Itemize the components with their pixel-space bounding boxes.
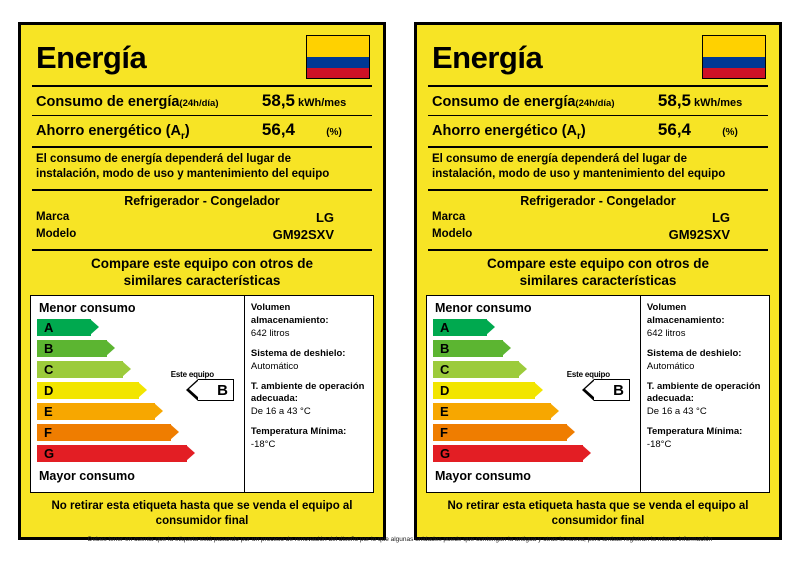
class-letter-g: G <box>44 446 55 462</box>
selected-class-caption: Este equipo <box>566 370 610 380</box>
flag-stripe-red <box>703 68 765 79</box>
consumption-unit: kWh/mes <box>298 97 347 109</box>
class-letter-a: A <box>440 320 450 336</box>
card-header <box>30 33 374 83</box>
usage-note-line1: El consumo de energía dependerá del lugar de <box>432 152 687 165</box>
class-bar-g <box>433 445 583 462</box>
model-row <box>36 227 368 244</box>
selected-class-box <box>198 379 234 401</box>
brand-block <box>426 210 770 247</box>
class-letter-d: D <box>440 383 450 399</box>
class-arrow-e <box>154 403 163 419</box>
scale-top-label: Menor consumo <box>435 301 532 316</box>
class-arrow-c <box>122 361 131 377</box>
spec-title: T. ambiente de operación adecuada: <box>646 380 761 405</box>
spec-defrost <box>251 348 368 374</box>
selected-class-letter: B <box>217 381 228 399</box>
saving-value: 56,4 <box>657 120 691 139</box>
class-bar-e <box>37 403 155 420</box>
specs-panel <box>640 296 769 492</box>
class-bar-f <box>433 424 567 441</box>
class-arrow-b <box>502 340 511 356</box>
model-label: Modelo <box>432 227 473 240</box>
model-label: Modelo <box>36 227 77 240</box>
usage-note <box>426 148 770 187</box>
spec-value: De 16 a 43 °C <box>250 406 311 418</box>
class-bar-c <box>37 361 123 378</box>
class-bar-row <box>433 423 636 442</box>
class-arrow-a <box>486 319 495 335</box>
class-bar-row <box>433 339 636 358</box>
class-bar-c <box>433 361 519 378</box>
brand-label: Marca <box>432 210 466 223</box>
saving-label-sub: r <box>181 130 185 142</box>
selected-class-caption: Este equipo <box>170 370 214 380</box>
scale-bottom-label: Mayor consumo <box>435 469 531 484</box>
brand-row <box>36 210 368 227</box>
footer-line2: consumidor final <box>155 515 249 528</box>
consumption-value: 58,5 <box>261 91 295 110</box>
disclaimer-text: Debes tener en cuenta que la etiqueta está pasando por un proceso de renovación del diseño por lo que algunas unidades puede que contengan la antigua y otras la nueva, pero ambas registran la misma información <box>87 536 713 543</box>
saving-value: 56,4 <box>261 120 295 139</box>
specs-panel <box>244 296 373 492</box>
usage-note-line2: instalación, modo de uso y mantenimiento del equipo <box>36 168 330 181</box>
card-footer <box>426 493 770 531</box>
efficiency-panel <box>426 295 770 493</box>
footer-line1: No retirar esta etiqueta hasta que se venda el equipo al <box>51 500 353 513</box>
scale-top-label: Menor consumo <box>39 301 136 316</box>
selected-class-marker <box>552 370 630 401</box>
spec-value: Automático <box>250 360 299 372</box>
class-bar-a <box>37 319 91 336</box>
scale-bottom-label: Mayor consumo <box>39 469 135 484</box>
class-bars <box>37 318 240 463</box>
saving-row <box>426 116 770 144</box>
compare-text <box>426 251 770 296</box>
brand-value: LG <box>711 209 730 225</box>
spec-title: Volumen almacenamiento: <box>646 302 725 327</box>
class-arrow-d <box>138 382 147 398</box>
spec-value: 642 litros <box>250 328 290 340</box>
flag-stripe-yellow <box>307 36 369 57</box>
class-bar-b <box>433 340 503 357</box>
card-footer <box>30 493 374 531</box>
compare-line1: Compare este equipo con otros de <box>90 255 314 271</box>
saving-label-sub: r <box>577 130 581 142</box>
spec-title: Sistema de deshielo: <box>250 347 346 359</box>
saving-label <box>36 123 239 142</box>
class-bar-row <box>37 444 240 463</box>
efficiency-scale <box>427 296 640 492</box>
class-bar-row <box>37 318 240 337</box>
consumption-unit: kWh/mes <box>694 97 743 109</box>
flag-stripe-red <box>307 68 369 79</box>
class-letter-f: F <box>44 425 52 441</box>
energy-label-card-left <box>18 22 386 540</box>
spec-value: De 16 a 43 °C <box>646 406 707 418</box>
class-bar-row <box>433 444 636 463</box>
model-value: GM92SXV <box>668 226 730 242</box>
class-arrow-f <box>566 424 575 440</box>
class-bar-f <box>37 424 171 441</box>
class-arrow-b <box>106 340 115 356</box>
footer-line2: consumidor final <box>551 515 645 528</box>
spec-title: T. ambiente de operación adecuada: <box>250 380 365 405</box>
class-arrow-e <box>550 403 559 419</box>
consumption-label-note: (24h/día) <box>179 98 219 109</box>
class-bar-a <box>433 319 487 336</box>
spec-value: Automático <box>646 360 695 372</box>
class-bar-d <box>37 382 139 399</box>
consumption-row <box>30 87 374 113</box>
energy-label-card-right <box>414 22 782 540</box>
spec-volume <box>647 302 764 340</box>
selected-class-letter: B <box>613 381 624 399</box>
saving-label-text: Ahorro energético (A <box>36 123 182 139</box>
class-arrow-a <box>90 319 99 335</box>
brand-value: LG <box>315 209 334 225</box>
class-letter-g: G <box>440 446 451 462</box>
saving-label <box>432 123 635 142</box>
spec-value: 642 litros <box>646 328 686 340</box>
class-letter-b: B <box>440 341 450 357</box>
spec-min-temp <box>251 426 368 452</box>
class-arrow-g <box>582 445 591 461</box>
flag-stripe-yellow <box>703 36 765 57</box>
brand-row <box>432 210 764 227</box>
spec-value: -18°C <box>250 438 276 450</box>
class-bar-d <box>433 382 535 399</box>
colombia-flag-icon <box>306 35 370 79</box>
consumption-label-text: Consumo de energía <box>36 94 180 110</box>
card-header <box>426 33 770 83</box>
class-arrow-f <box>170 424 179 440</box>
flag-stripe-blue <box>703 57 765 68</box>
consumption-value: 58,5 <box>657 91 691 110</box>
saving-unit: (%) <box>722 127 738 138</box>
usage-note-line1: El consumo de energía dependerá del lugar de <box>36 152 291 165</box>
spec-defrost <box>647 348 764 374</box>
class-bar-b <box>37 340 107 357</box>
selected-class-box <box>594 379 630 401</box>
saving-label-end: ) <box>184 123 190 139</box>
spec-title: Temperatura Mínima: <box>250 425 347 437</box>
compare-line2: similares características <box>123 272 281 288</box>
brand-block <box>30 210 374 247</box>
class-bar-row <box>37 402 240 421</box>
spec-ambient-temp <box>251 381 368 419</box>
class-arrow-c <box>518 361 527 377</box>
spec-title: Sistema de deshielo: <box>646 347 742 359</box>
compare-line2: similares características <box>519 272 677 288</box>
usage-note-line2: instalación, modo de uso y mantenimiento del equipo <box>432 168 726 181</box>
spec-volume <box>251 302 368 340</box>
class-letter-c: C <box>44 362 54 378</box>
class-bar-row <box>433 318 636 337</box>
selected-class-marker <box>156 370 234 401</box>
model-value: GM92SXV <box>272 226 334 242</box>
spec-value: -18°C <box>646 438 672 450</box>
class-letter-b: B <box>44 341 54 357</box>
class-arrow-g <box>186 445 195 461</box>
class-arrow-d <box>534 382 543 398</box>
class-bar-row <box>37 339 240 358</box>
page-title: Energía <box>432 39 543 75</box>
class-bar-row <box>37 423 240 442</box>
saving-unit: (%) <box>326 127 342 138</box>
compare-line1: Compare este equipo con otros de <box>486 255 710 271</box>
appliance-type: Refrigerador - Congelador <box>520 193 676 208</box>
consumption-label <box>36 94 239 110</box>
saving-label-text: Ahorro energético (A <box>432 123 578 139</box>
class-letter-e: E <box>44 404 53 420</box>
page-title: Energía <box>36 39 147 75</box>
usage-note <box>30 148 374 187</box>
spec-min-temp <box>647 426 764 452</box>
class-letter-e: E <box>440 404 449 420</box>
class-letter-d: D <box>44 383 54 399</box>
class-bar-e <box>433 403 551 420</box>
model-row <box>432 227 764 244</box>
efficiency-scale <box>31 296 244 492</box>
brand-label: Marca <box>36 210 70 223</box>
class-bars <box>433 318 636 463</box>
spec-title: Volumen almacenamiento: <box>250 302 329 327</box>
colombia-flag-icon <box>702 35 766 79</box>
class-letter-a: A <box>44 320 54 336</box>
class-bar-g <box>37 445 187 462</box>
efficiency-panel <box>30 295 374 493</box>
consumption-label-note: (24h/día) <box>575 98 615 109</box>
footer-line1: No retirar esta etiqueta hasta que se venda el equipo al <box>447 500 749 513</box>
class-bar-row <box>433 402 636 421</box>
class-letter-c: C <box>440 362 450 378</box>
saving-label-end: ) <box>580 123 586 139</box>
appliance-type: Refrigerador - Congelador <box>124 193 280 208</box>
compare-text <box>30 251 374 296</box>
spec-ambient-temp <box>647 381 764 419</box>
class-letter-f: F <box>440 425 448 441</box>
consumption-label-text: Consumo de energía <box>432 94 576 110</box>
saving-row <box>30 116 374 144</box>
consumption-label <box>432 94 635 110</box>
flag-stripe-blue <box>307 57 369 68</box>
spec-title: Temperatura Mínima: <box>646 425 743 437</box>
consumption-row <box>426 87 770 113</box>
